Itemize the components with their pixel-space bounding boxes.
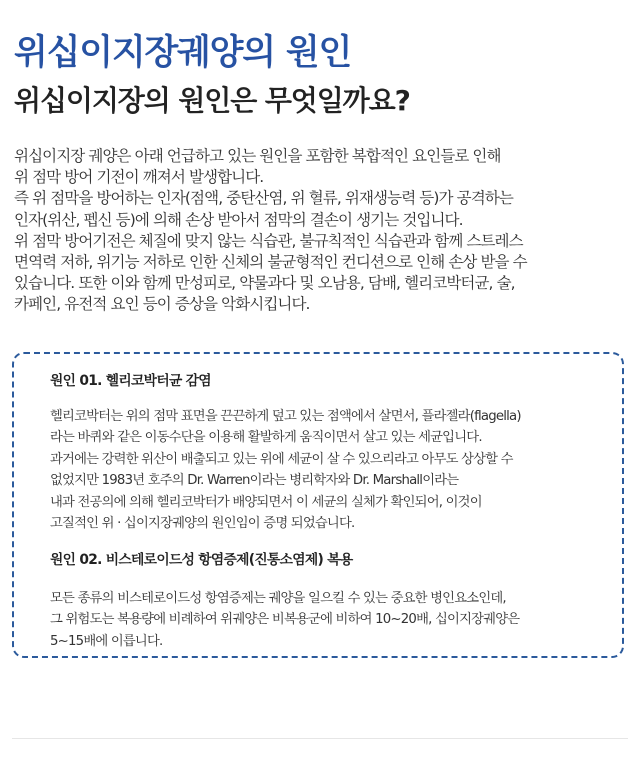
- cause-heading: 원인 02. 비스테로이드성 항염증제(진통소염제) 복용: [50, 552, 353, 568]
- cause-body: [50, 406, 630, 534]
- cause-line: 없었지만 1983년 호주의 Dr. Warren이라는 병리학자와 Dr. Marshall이라는: [50, 473, 459, 489]
- intro-line: 위십이지장 궤양은 아래 언급하고 있는 원인을 포함한 복합적인 요인들로 인해: [14, 147, 501, 165]
- bottom-divider: [12, 738, 628, 739]
- cause-line: 라는 바퀴와 같은 이동수단을 이용해 활발하게 움직이면서 살고 있는 세균입니다.: [50, 430, 482, 446]
- cause-line: 헬리코박터는 위의 점막 표면을 끈끈하게 덮고 있는 점액에서 살면서, 플라젤라(flagella): [50, 409, 521, 424]
- intro-line: 있습니다. 또한 이와 함께 만성피로, 약물과다 및 오남용, 담배, 헬리코박터균, 술,: [14, 274, 515, 293]
- cause-line: 모든 종류의 비스테로이드성 항염증제는 궤양을 일으킬 수 있는 중요한 병인요소인데,: [50, 591, 506, 606]
- cause-section-nsaid: [50, 551, 630, 652]
- causes-box: [12, 352, 624, 658]
- cause-line: 그 위험도는 복용량에 비례하여 위궤양은 비복용군에 비하여 10~20배, 십이지장궤양은: [50, 612, 520, 628]
- intro-line: 즉 위 점막을 방어하는 인자(점액, 중탄산염, 위 혈류, 위재생능력 등)가 공격하는: [14, 189, 513, 208]
- cause-line: 내과 전공의에 의해 헬리코박터가 배양되면서 이 세균의 실체가 확인되어, 이것이: [50, 494, 482, 510]
- cause-body: [50, 588, 630, 652]
- page-subtitle: 위십이지장의 원인은 무엇일까요?: [14, 84, 410, 117]
- cause-line: 고질적인 위 · 십이지장궤양의 원인임이 증명 되었습니다.: [50, 516, 355, 532]
- intro-line: 위 점막 방어 기전이 깨져서 발생합니다.: [14, 168, 264, 187]
- page-title: 위십이지장궤양의 원인: [14, 33, 352, 73]
- cause-heading: 원인 01. 헬리코박터균 감염: [50, 373, 211, 389]
- cause-line: 과거에는 강력한 위산이 배출되고 있는 위에 세균이 살 수 있으리라고 아무도 상상할 수: [50, 451, 513, 467]
- cause-line: 5~15배에 이릅니다.: [50, 633, 163, 649]
- intro-line: 카페인, 유전적 요인 등이 증상을 악화시킵니다.: [14, 295, 310, 314]
- intro-line: 면역력 저하, 위기능 저하로 인한 신체의 불균형적인 컨디션으로 인해 손상 받을 수: [14, 253, 527, 272]
- intro-line: 인자(위산, 펩신 등)에 의해 손상 받아서 점막의 결손이 생기는 것입니다.: [14, 210, 463, 229]
- cause-section-helicobacter: [50, 372, 630, 534]
- intro-line: 위 점막 방어기전은 체질에 맞지 않는 식습관, 불규칙적인 식습관과 함께 스트레스: [14, 231, 523, 250]
- intro-text: [14, 146, 630, 316]
